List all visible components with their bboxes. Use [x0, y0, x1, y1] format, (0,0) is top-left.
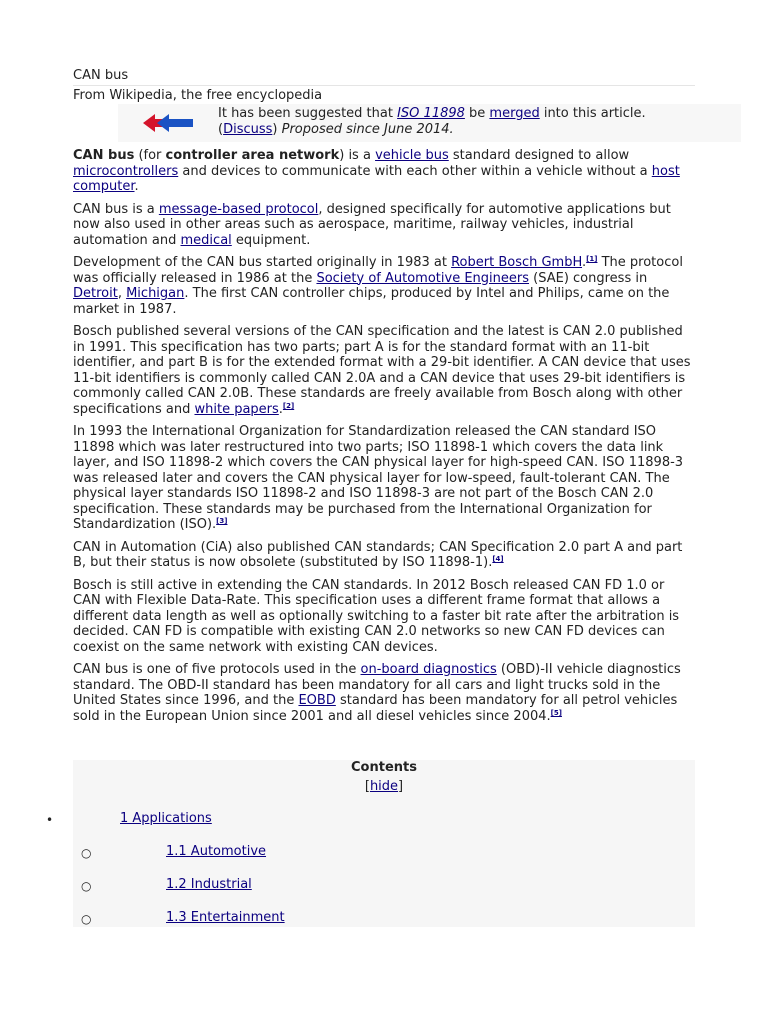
bracket: [	[364, 779, 370, 794]
text: (OBD)-II vehicle diagnostics standard. The OBD-II standard has been mandatory for all cars and light trucks sold in the United States since 1996, and the	[73, 662, 681, 708]
merge-notice-text	[218, 106, 738, 138]
microcontrollers-link[interactable]: microcontrollers	[73, 163, 179, 179]
eobd-link[interactable]: EOBD	[298, 693, 336, 708]
merge-notice	[118, 104, 741, 142]
hide-link[interactable]: hide	[369, 779, 399, 794]
paragraph-2	[73, 202, 695, 249]
text: (for	[134, 148, 166, 163]
text: ) is a	[339, 148, 376, 163]
discuss-link[interactable]: Discuss	[223, 122, 273, 137]
text: CAN bus is a	[73, 201, 159, 217]
white-papers-link[interactable]: white papers	[194, 401, 279, 417]
page-title: CAN bus	[73, 67, 695, 86]
reference-link[interactable]: [5]	[550, 708, 562, 717]
medical-link[interactable]: medical	[180, 232, 232, 248]
article-body	[73, 148, 695, 731]
toc-hide-toggle	[73, 779, 695, 795]
paragraph-3	[73, 255, 695, 317]
merge-arrows-icon	[143, 112, 195, 134]
obd-link[interactable]: on-board diagnostics	[360, 662, 497, 677]
toc-bullet: ○	[81, 846, 92, 860]
paragraph-6	[73, 540, 695, 571]
reference-link[interactable]: [1]	[586, 255, 598, 263]
michigan-link[interactable]: Michigan	[126, 286, 185, 301]
toc-item-industrial[interactable]: 1.2 Industrial	[166, 877, 252, 892]
text: , designed specifically for automotive applications but now also used in other areas such as aerospace, maritime, railway vehicles, industrial automation and	[73, 201, 671, 248]
toc-item-applications[interactable]: 1 Applications	[120, 811, 212, 826]
merge-text: be	[464, 106, 490, 121]
bold-term: CAN bus	[73, 148, 135, 163]
paragraph-intro	[73, 148, 695, 195]
text: Bosch is still active in extending the CAN standards. In 2012 Bosch released CAN FD 1.0 or CAN with Flexible Data-Rate. This specification uses a different frame format that allows a different data length as well as optionally switching to a faster bit rate after the arbitration is decided. CAN FD is compatible with existing CAN 2.0 networks so new CAN FD devices can coexist on the same network with existing CAN devices.	[73, 577, 680, 655]
toc-bullet: ○	[81, 879, 92, 893]
detroit-link[interactable]: Detroit	[73, 286, 118, 301]
text: In 1993 the International Organization for Standardization released the CAN standard ISO 11898 which was later restructured into two parts; ISO 11898-1 which covers the data link layer, and ISO 11898-2 which covers the CAN physical layer for high-speed CAN. ISO 11898-3 was released later and covers the CAN physical layer for low-speed, fault-tolerant CAN. The physical layer standards ISO 11898-2 and ISO 11898-3 are not part of the Bosch CAN 2.0 specification. These standards may be purchased from the International Organization for Standardization (ISO).	[73, 424, 684, 532]
text: CAN in Automation (CiA) also published CAN standards; CAN Specification 2.0 part A and part B, but their status is now obsolete (substituted by ISO 11898-1).	[73, 539, 683, 570]
merge-text: )	[272, 122, 278, 137]
merge-text: It has been suggested that	[218, 106, 398, 121]
message-based-protocol-link[interactable]: message-based protocol	[158, 201, 319, 217]
text: .	[582, 255, 587, 270]
text: .	[278, 401, 283, 417]
bracket: ]	[398, 779, 404, 794]
toc-item-entertainment[interactable]: 1.3 Entertainment	[166, 910, 285, 925]
table-of-contents	[46, 760, 695, 927]
robert-bosch-link[interactable]: Robert Bosch GmbH	[451, 255, 583, 270]
toc-item-automotive[interactable]: 1.1 Automotive	[166, 844, 267, 859]
text: standard designed to allow	[448, 148, 630, 163]
text: The protocol was officially released in 1986 at the	[73, 255, 683, 286]
reference-link[interactable]: [3]	[216, 517, 228, 525]
paragraph-8	[73, 662, 695, 724]
text: standard has been mandatory for all petrol vehicles sold in the European Union since 2001 and all diesel vehicles since 2004.	[73, 693, 678, 724]
merge-text: into this article.	[539, 106, 646, 121]
vehicle-bus-link[interactable]: vehicle bus	[375, 148, 449, 163]
toc-bullet: ○	[81, 912, 92, 926]
host-computer-link[interactable]: host computer	[73, 163, 680, 194]
merged-link[interactable]: merged	[489, 106, 540, 121]
reference-link[interactable]: [2]	[282, 401, 295, 410]
site-tagline: From Wikipedia, the free encyclopedia	[73, 88, 323, 103]
bold-term: controller area network	[165, 148, 340, 163]
paragraph-7	[73, 578, 695, 656]
text: . The first CAN controller chips, produced by Intel and Philips, came on the market in 1987.	[73, 286, 670, 317]
text: and devices to communicate with each other within a vehicle without a	[178, 163, 652, 179]
text: Bosch published several versions of the CAN specification and the latest is CAN 2.0 published in 1991. This specification has two parts; part A is for the standard format with an 11-bit identifier, and part B is for the extended format with a 29-bit identifier. A CAN device that uses 11-bit identifiers is commonly called CAN 2.0A and a CAN device that uses 29-bit identifiers is commonly called CAN 2.0B. These standards are freely available from Bosch along with other specifications and	[73, 324, 691, 417]
merge-text: (	[218, 122, 224, 137]
iso-11898-link[interactable]: ISO 11898	[397, 106, 465, 121]
toc-bullet: •	[46, 813, 54, 827]
sae-link[interactable]: Society of Automotive Engineers	[316, 270, 530, 286]
reference-link[interactable]: [4]	[492, 555, 504, 563]
text: .	[134, 179, 139, 194]
text: (SAE) congress in	[529, 270, 648, 286]
text: CAN bus is one of five protocols used in the	[73, 662, 361, 677]
toc-title: Contents	[351, 760, 417, 775]
proposed-date: Proposed since June 2014.	[277, 122, 454, 137]
paragraph-4	[73, 324, 695, 417]
text: equipment.	[231, 232, 311, 248]
text: ,	[117, 286, 127, 301]
text: Development of the CAN bus started originally in 1983 at	[73, 255, 452, 270]
paragraph-5	[73, 424, 695, 533]
